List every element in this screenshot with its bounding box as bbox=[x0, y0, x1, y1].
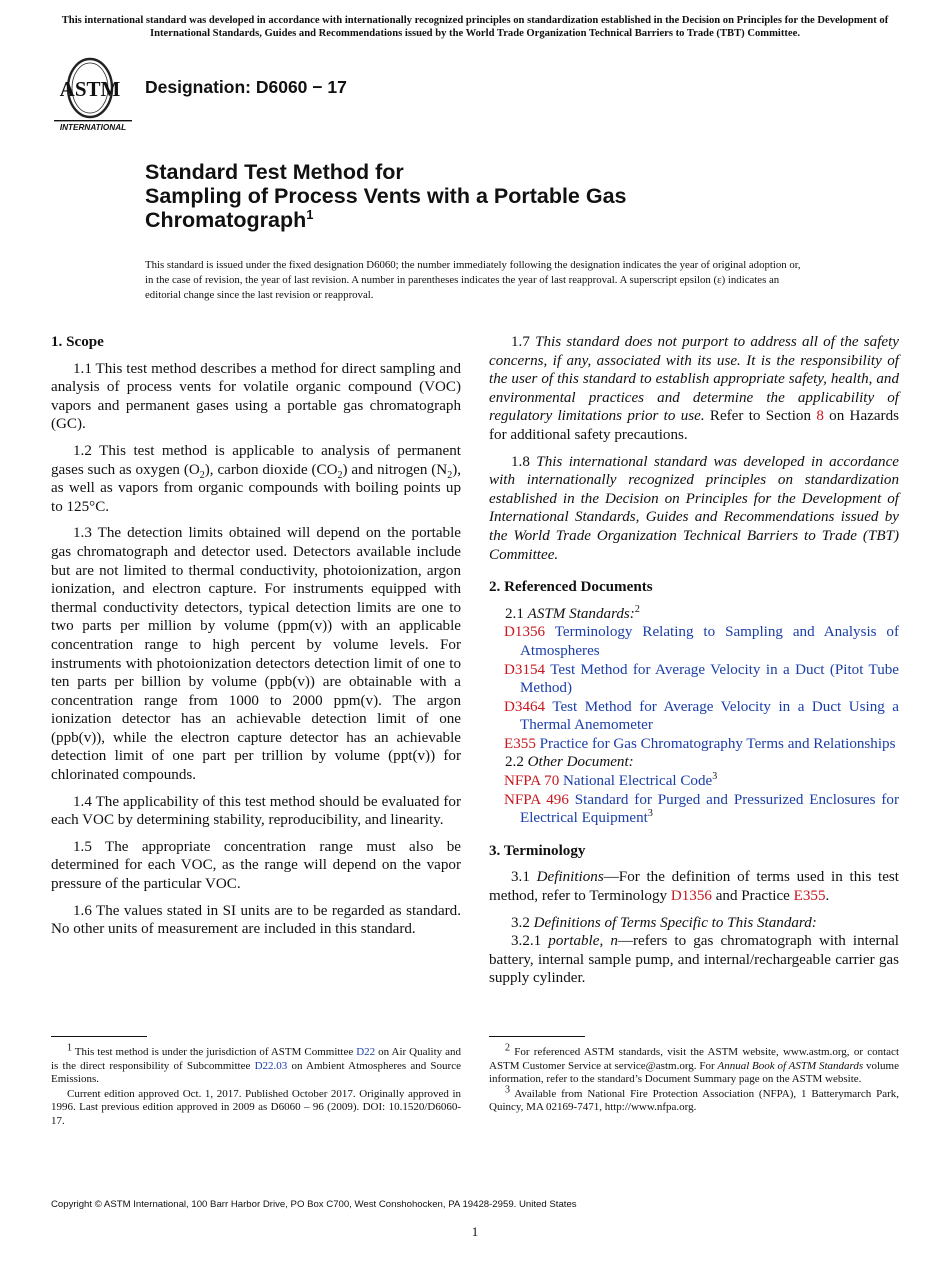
top-notice: This international standard was developed in accordance with internationally recognized principles on standardization established in the Decision on Principles for the Development of International Standards, Guides and Recommendations issued by the World Trade Organization Technical Barriers to Trade (TBT) Committee. bbox=[61, 15, 889, 39]
para-3-2: 3.2 Definitions of Terms Specific to This Standard: bbox=[511, 914, 817, 931]
para-1-6: 1.6 The values stated in SI units are to be regarded as standard. No other units of measurement are included in this standard. bbox=[51, 902, 461, 938]
link-d1356[interactable]: D1356 bbox=[670, 888, 712, 905]
para-1-3: 1.3 The detection limits obtained will depend on the portable gas chromatograph and detector used. Detectors available include but are not limited to thermal conductivity, photoionization, argon ionization, and electron capture. For instruments equipped with thermal conductivity detectors, typical detection limits are one to two parts per million by volume (ppm(v)) with an applicable concentration range to high percent by volume levels. For instruments with photoionization detectors detection limit of one to ten parts per billion by volume (ppb(v)) are obtainable with a concentration range from 1000 to 2000 ppm(v). The argon ionization detector has an achievable detection limit of one (ppb(v)), while the electron capture detector has an achievable detection limit of one part per trillion by volume (ppt(v)) for chlorinated compounds. bbox=[51, 525, 461, 784]
footnote-2: $^2$ For referenced ASTM standards, visit the ASTM website, www.astm.org, or contact ASTM Customer Service at service@astm.org. For Annual Book of ASTM Standards volume information, refer to the standard’s Document Summary page on the ASTM website. bbox=[489, 1042, 899, 1085]
link-e355[interactable]: E355 bbox=[793, 888, 826, 905]
title-line-2: Sampling of Process Vents with a Portable Gas bbox=[145, 184, 627, 208]
ref-nfpa-496[interactable]: NFPA 496 Standard for Purged and Pressurized Enclosures for Electrical Equipment$^3$ bbox=[504, 791, 899, 827]
para-3-1: 3.1 Definitions—For the definition of terms used in this test method, refer to Terminology D1356 and Practice E355. bbox=[489, 869, 900, 905]
footnotes-left bbox=[51, 1042, 461, 1129]
para-1-4: 1.4 The applicability of this test method should be evaluated for each VOC by determining stability, reproducibility, and linearity. bbox=[51, 793, 461, 829]
right-column bbox=[489, 333, 899, 996]
ref-d3464[interactable]: D3464 Test Method for Average Velocity in a Duct Using a Thermal Anemometer bbox=[504, 698, 899, 734]
footnotes-right bbox=[489, 1042, 899, 1116]
title-line-1: Standard Test Method for bbox=[145, 160, 404, 184]
footnote-rule-right bbox=[489, 1036, 585, 1037]
ref-nfpa-70[interactable]: NFPA 70 National Electrical Code$^3$ bbox=[504, 771, 718, 790]
issued-note: This standard is issued under the fixed designation D6060; the number immediately following the designation indicates the year of original adoption or, in the case of revision, the year of last revision. A number in parentheses indicates the year of last reapproval. A superscript epsilon (ε) indicates an editorial change since the last revision or reapproval. bbox=[145, 259, 801, 301]
title-line-3: Chromatograph$^1$ bbox=[145, 206, 314, 232]
section-8-link[interactable]: 8 bbox=[816, 408, 824, 425]
logo-org: INTERNATIONAL bbox=[59, 123, 127, 132]
left-column bbox=[51, 333, 461, 947]
section-terminology-heading: 3. Terminology bbox=[489, 842, 586, 859]
astm-logo bbox=[52, 56, 134, 132]
para-1-5: 1.5 The appropriate concentration range must also be determined for each VOC, as the range will depend on the vapor pressure of the particular VOC. bbox=[51, 838, 461, 893]
para-3-2-1: 3.2.1 portable, n—refers to gas chromatograph with internal battery, internal sample pump, and internal/rechargeable carrier gas supply cylinder. bbox=[489, 933, 899, 987]
ref-e355[interactable]: E355 Practice for Gas Chromatography Terms and Relationships bbox=[504, 735, 896, 752]
ref-d1356[interactable]: D1356 Terminology Relating to Sampling and Analysis of Atmospheres bbox=[504, 624, 899, 659]
para-1-2: 1.2 This test method is applicable to analysis of permanent gases such as oxygen $(O_2)$, carbon dioxide $(CO_2)$ and nitrogen $(N_2)$, as well as vapors from organic compounds with boiling points up to 125°C. bbox=[51, 442, 461, 515]
document-title bbox=[145, 160, 845, 232]
title-footnote-mark: 1 bbox=[306, 206, 314, 222]
logo-letters: ASTM bbox=[59, 77, 121, 101]
link-d22[interactable]: D22 bbox=[356, 1046, 376, 1058]
footnote-1: $^1$ This test method is under the jurisdiction of ASTM Committee D22 on Air Quality and is the direct responsibility of Subcommittee D22.03 on Ambient Atmospheres and Source Emissions. bbox=[51, 1042, 461, 1085]
page-number: 1 bbox=[471, 1224, 479, 1239]
para-2-2: 2.2 Other Document: bbox=[505, 754, 634, 771]
designation: Designation: D6060 − 17 bbox=[145, 77, 347, 97]
para-1-7: 1.7 This standard does not purport to address all of the safety concerns, if any, associated with its use. It is the responsibility of the user of this standard to establish appropriate safety, health, and environmental practices and determine the applicability of regulatory limitations prior to use. Refer to Section 8 on Hazards for additional safety precautions. bbox=[489, 334, 900, 443]
footnote-edition: Current edition approved Oct. 1, 2017. Published October 2017. Originally approved in 1996. Last previous edition approved in 2009 as D6060 – 96 (2009). DOI: 10.1520/D6060-17. bbox=[51, 1087, 461, 1127]
footnote-3: $^3$ Available from National Fire Protection Association (NFPA), 1 Batterymarch Park, Quincy, MA 02169-7471, http://www.nfpa.org. bbox=[489, 1083, 899, 1113]
link-d22-03[interactable]: D22.03 bbox=[254, 1059, 288, 1072]
copyright: Copyright © ASTM International, 100 Barr Harbor Drive, PO Box C700, West Conshohocken, PA 19428-2959. United States bbox=[51, 1199, 577, 1210]
section-scope-heading: 1. Scope bbox=[51, 334, 104, 350]
para-1-1: 1.1 This test method describes a method for direct sampling and analysis of process vents for volatile organic compound (VOC) vapors and permanent gases using a portable gas chromatograph (GC). bbox=[51, 360, 461, 433]
section-referenced-heading: 2. Referenced Documents bbox=[489, 579, 653, 596]
para-1-8: 1.8 This international standard was developed in accordance with internationally recognized principles on standardization established in the Decision on Principles for the Development of International Standards, Guides and Recommendations issued by the World Trade Organization Technical Barriers to Trade (TBT) Committee. bbox=[489, 453, 900, 563]
ref-d3154[interactable]: D3154 Test Method for Average Velocity in a Duct (Pitot Tube Method) bbox=[504, 661, 899, 697]
para-2-1: 2.1 ASTM Standards:$^2$ bbox=[505, 603, 640, 622]
footnote-rule-left bbox=[51, 1036, 147, 1037]
